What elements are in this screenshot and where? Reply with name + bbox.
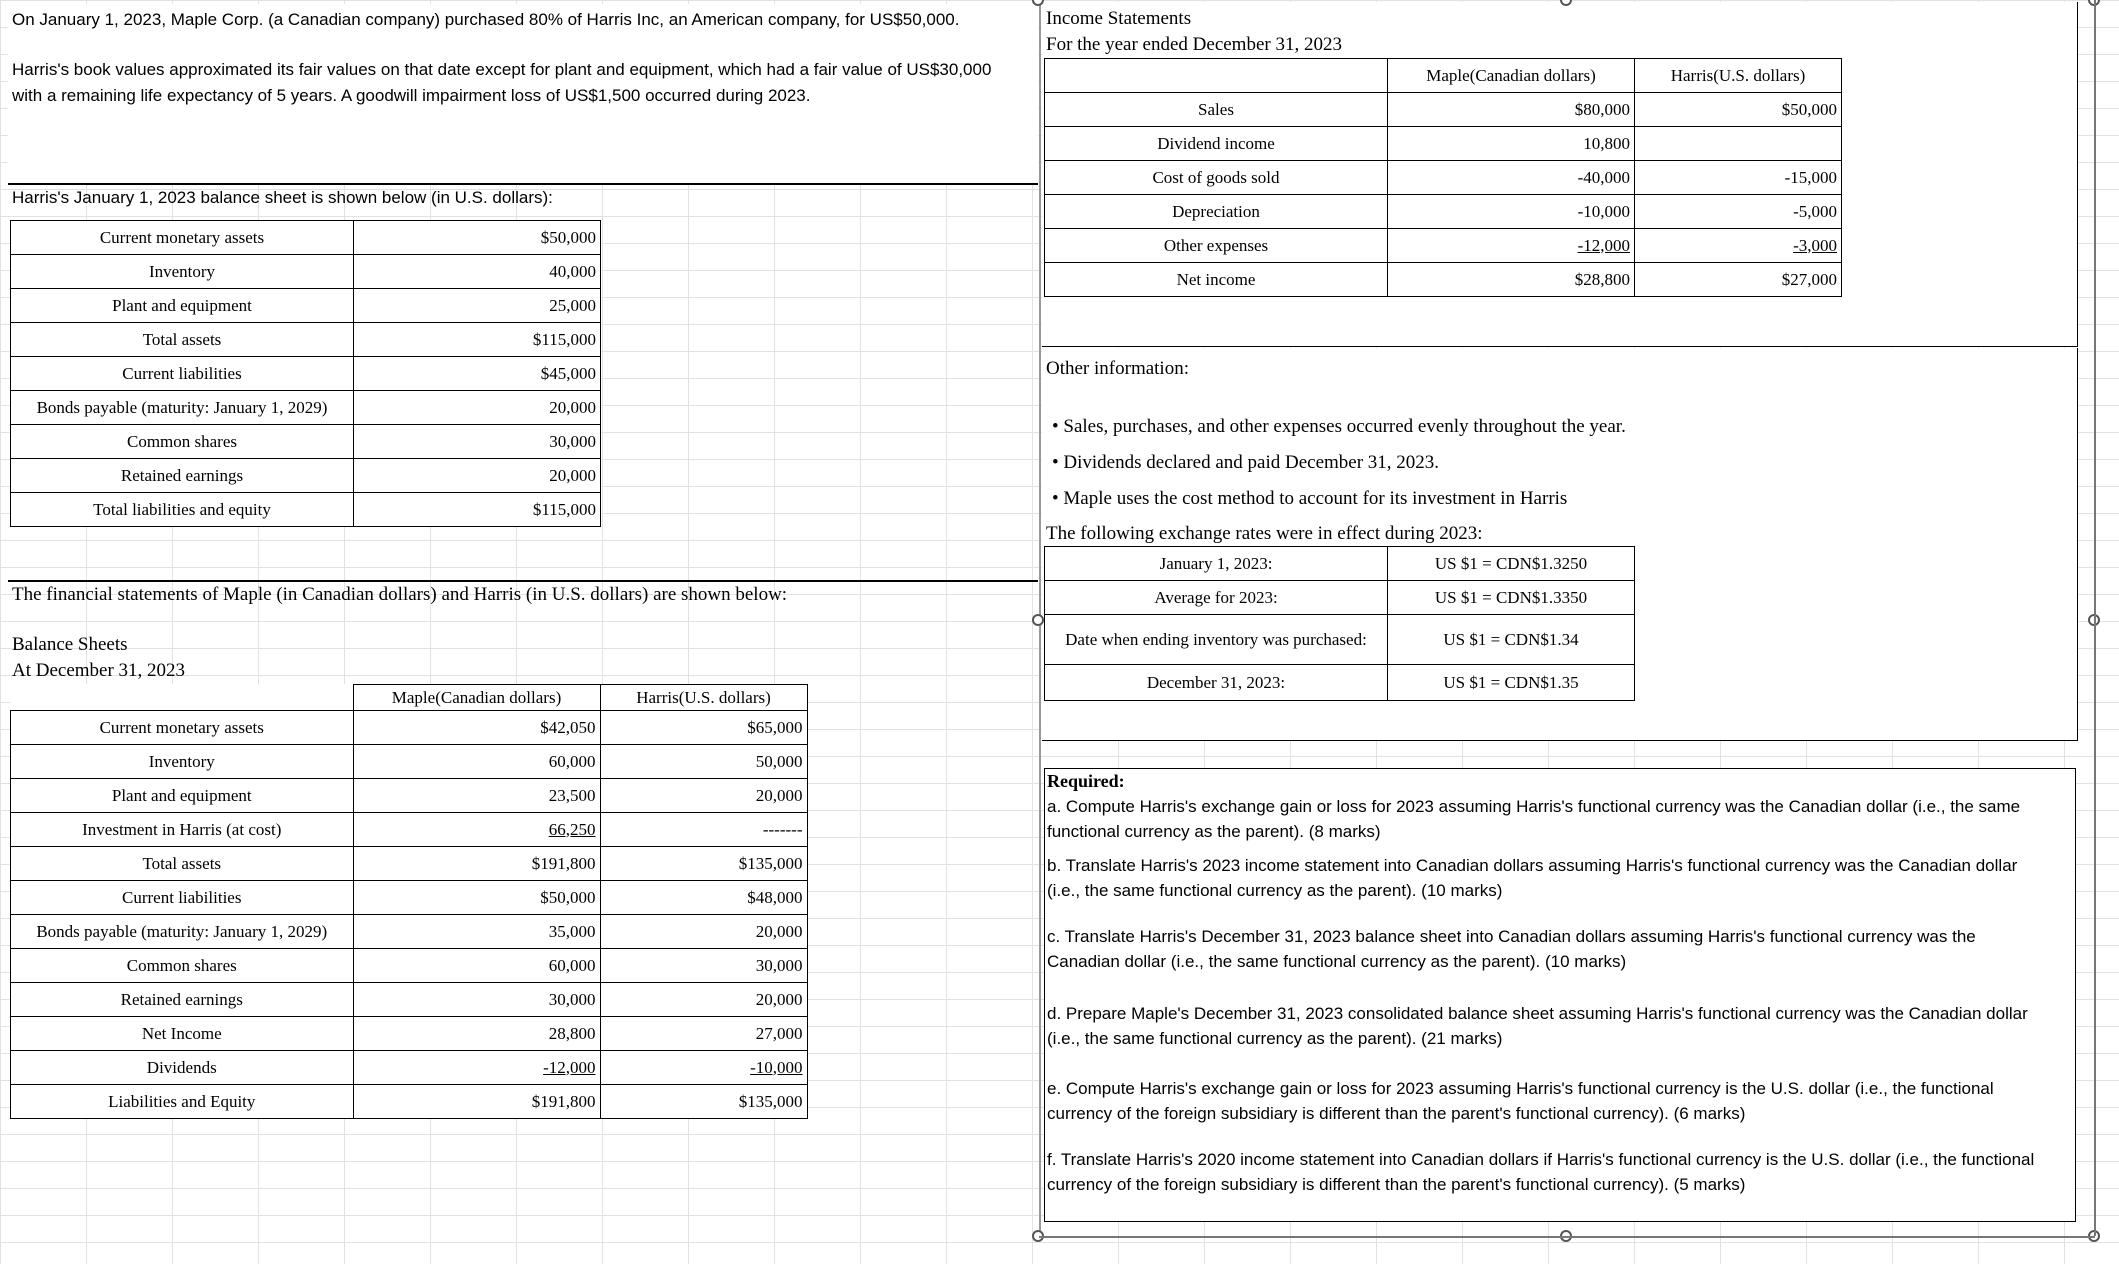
harris-value: -3,000 xyxy=(1635,229,1842,263)
table-row xyxy=(11,983,808,1017)
row-label: Common shares xyxy=(11,425,354,459)
intro-line-2: Harris's book values approximated its fair values on that date except for plant and equipment, which had a fair value of US$30,000 xyxy=(12,60,992,79)
table-row xyxy=(11,425,601,459)
exchange-rates-table xyxy=(1044,546,1635,701)
rate-label: Date when ending inventory was purchased: xyxy=(1045,615,1388,665)
maple-value: $191,800 xyxy=(353,847,600,881)
row-label: Plant and equipment xyxy=(11,289,354,323)
table-row xyxy=(11,1051,808,1085)
fs-caption: The financial statements of Maple (in Canadian dollars) and Harris (in U.S. dollars) are shown below: xyxy=(12,584,788,605)
harris-value: $50,000 xyxy=(1635,93,1842,127)
rate-value: US $1 = CDN$1.3250 xyxy=(1388,547,1635,581)
selection-bottom-border xyxy=(1039,1236,2095,1238)
dec-balance-subtitle: At December 31, 2023 xyxy=(12,660,186,681)
table-row xyxy=(11,881,808,915)
row-value: 25,000 xyxy=(354,289,601,323)
req-a-line-1: a. Compute Harris's exchange gain or loss for 2023 assuming Harris's functional currency was the Canadian dollar (i.e., the same xyxy=(1047,797,2021,816)
row-label: Other expenses xyxy=(1045,229,1388,263)
req-d-line-2: (i.e., the same functional currency as the parent). (21 marks) xyxy=(1047,1029,1503,1048)
maple-value: $50,000 xyxy=(353,881,600,915)
harris-value: 20,000 xyxy=(600,983,807,1017)
req-c-line-1: c. Translate Harris's December 31, 2023 balance sheet into Canadian dollars assuming Harris's functional currency was the xyxy=(1047,927,1976,946)
table-row xyxy=(1045,229,1842,263)
rate-label: Average for 2023: xyxy=(1045,581,1388,615)
income-col-maple: Maple(Canadian dollars) xyxy=(1388,59,1635,93)
dec-balance-title: Balance Sheets xyxy=(12,634,128,655)
maple-value: 30,000 xyxy=(353,983,600,1017)
bullet-2: • Dividends declared and paid December 31, 2023. xyxy=(1052,452,1440,473)
row-label: Current liabilities xyxy=(11,357,354,391)
table-row xyxy=(11,357,601,391)
row-label: Total assets xyxy=(11,323,354,357)
row-label: Dividend income xyxy=(1045,127,1388,161)
income-col-harris: Harris(U.S. dollars) xyxy=(1635,59,1842,93)
table-row xyxy=(11,847,808,881)
table-row xyxy=(11,779,808,813)
table-row xyxy=(1045,195,1842,229)
dec-col-maple: Maple(Canadian dollars) xyxy=(353,685,600,711)
table-row xyxy=(11,323,601,357)
jan-balance-caption: Harris's January 1, 2023 balance sheet is shown below (in U.S. dollars): xyxy=(12,188,553,207)
req-d-line-1: d. Prepare Maple's December 31, 2023 consolidated balance sheet assuming Harris's functional currency was the Canadian dollar xyxy=(1047,1004,2028,1023)
maple-value: 10,800 xyxy=(1388,127,1635,161)
harris-value: $27,000 xyxy=(1635,263,1842,297)
harris-value: 27,000 xyxy=(600,1017,807,1051)
req-a-line-2: functional currency as the parent). (8 marks) xyxy=(1047,822,1381,841)
req-c-line-2: Canadian dollar (i.e., the same functional currency as the parent). (10 marks) xyxy=(1047,952,1627,971)
harris-value: -10,000 xyxy=(600,1051,807,1085)
income-corner xyxy=(1045,59,1388,93)
required-panel[interactable] xyxy=(1044,768,2076,1222)
rate-value: US $1 = CDN$1.35 xyxy=(1388,665,1635,701)
table-row xyxy=(11,949,808,983)
intro-line-3: with a remaining life expectancy of 5 years. A goodwill impairment loss of US$1,500 occurred during 2023. xyxy=(12,86,811,105)
income-subtitle: For the year ended December 31, 2023 xyxy=(1046,34,1342,55)
row-label: Dividends xyxy=(11,1051,354,1085)
row-value: 20,000 xyxy=(354,391,601,425)
req-b-line-2: (i.e., the same functional currency as the parent). (10 marks) xyxy=(1047,881,1503,900)
harris-value: $135,000 xyxy=(600,847,807,881)
maple-value: 28,800 xyxy=(353,1017,600,1051)
maple-value: -10,000 xyxy=(1388,195,1635,229)
table-row xyxy=(1045,127,1842,161)
row-label: Bonds payable (maturity: January 1, 2029) xyxy=(11,915,354,949)
maple-value: 66,250 xyxy=(353,813,600,847)
maple-value: 60,000 xyxy=(353,745,600,779)
resize-handle-mid-left[interactable] xyxy=(1032,614,1044,626)
harris-value: -5,000 xyxy=(1635,195,1842,229)
table-row xyxy=(1045,263,1842,297)
table-row xyxy=(11,1017,808,1051)
income-title: Income Statements xyxy=(1046,8,1192,29)
table-row xyxy=(11,711,808,745)
maple-value: -12,000 xyxy=(1388,229,1635,263)
maple-value: -40,000 xyxy=(1388,161,1635,195)
table-row xyxy=(11,391,601,425)
divider-1 xyxy=(8,183,1038,185)
dec-col-harris: Harris(U.S. dollars) xyxy=(600,685,807,711)
row-value: $115,000 xyxy=(354,323,601,357)
row-label: Cost of goods sold xyxy=(1045,161,1388,195)
row-label: Retained earnings xyxy=(11,459,354,493)
maple-value: $42,050 xyxy=(353,711,600,745)
maple-value: 23,500 xyxy=(353,779,600,813)
other-info-title: Other information: xyxy=(1046,358,1189,379)
table-row xyxy=(11,493,601,527)
dec-balance-corner xyxy=(11,685,354,711)
req-b-line-1: b. Translate Harris's 2023 income statement into Canadian dollars assuming Harris's functional currency was the Canadian dollar xyxy=(1047,856,2018,875)
row-label: Total liabilities and equity xyxy=(11,493,354,527)
bullet-3: • Maple uses the cost method to account for its investment in Harris xyxy=(1052,488,1568,509)
row-value: $45,000 xyxy=(354,357,601,391)
harris-value: 20,000 xyxy=(600,915,807,949)
table-row xyxy=(11,745,808,779)
req-f-line-2: currency of the foreign subsidiary is different than the parent's functional currency). (5 marks) xyxy=(1047,1175,1746,1194)
row-value: 40,000 xyxy=(354,255,601,289)
maple-value: $80,000 xyxy=(1388,93,1635,127)
rate-value: US $1 = CDN$1.3350 xyxy=(1388,581,1635,615)
harris-value: 20,000 xyxy=(600,779,807,813)
maple-value: 35,000 xyxy=(353,915,600,949)
row-value: $115,000 xyxy=(354,493,601,527)
row-label: Sales xyxy=(1045,93,1388,127)
harris-value: $48,000 xyxy=(600,881,807,915)
table-row xyxy=(11,459,601,493)
required-title: Required: xyxy=(1047,771,1125,791)
intro-line-1: On January 1, 2023, Maple Corp. (a Canadian company) purchased 80% of Harris Inc, an American company, for US$50,000. xyxy=(12,10,960,29)
harris-value: -15,000 xyxy=(1635,161,1842,195)
table-row xyxy=(1045,161,1842,195)
harris-value: ------- xyxy=(600,813,807,847)
row-label: Bonds payable (maturity: January 1, 2029) xyxy=(11,391,354,425)
row-value: 20,000 xyxy=(354,459,601,493)
row-label: Depreciation xyxy=(1045,195,1388,229)
row-label: Inventory xyxy=(11,255,354,289)
row-label: Current liabilities xyxy=(11,881,354,915)
table-row xyxy=(1045,93,1842,127)
rate-label: December 31, 2023: xyxy=(1045,665,1388,701)
harris-value: 50,000 xyxy=(600,745,807,779)
harris-value: 30,000 xyxy=(600,949,807,983)
jan-balance-table xyxy=(10,220,601,527)
table-row xyxy=(11,1085,808,1119)
row-value: $50,000 xyxy=(354,221,601,255)
income-table xyxy=(1044,58,1842,297)
bullet-1: • Sales, purchases, and other expenses occurred evenly throughout the year. xyxy=(1052,416,1626,437)
rate-value: US $1 = CDN$1.34 xyxy=(1388,615,1635,665)
harris-value: $65,000 xyxy=(600,711,807,745)
row-label: Plant and equipment xyxy=(11,779,354,813)
selection-right-border xyxy=(2094,0,2096,1236)
table-row xyxy=(11,813,808,847)
row-label: Current monetary assets xyxy=(11,711,354,745)
row-label: Total assets xyxy=(11,847,354,881)
table-row xyxy=(11,915,808,949)
req-e-line-2: currency of the foreign subsidiary is different than the parent's functional currency). (6 marks) xyxy=(1047,1104,1746,1123)
rates-caption: The following exchange rates were in effect during 2023: xyxy=(1046,523,1483,544)
row-label: Investment in Harris (at cost) xyxy=(11,813,354,847)
row-label: Current monetary assets xyxy=(11,221,354,255)
harris-value: $135,000 xyxy=(600,1085,807,1119)
row-label: Common shares xyxy=(11,949,354,983)
intro-textbox[interactable] xyxy=(8,4,1038,184)
table-row xyxy=(11,221,601,255)
req-f-line-1: f. Translate Harris's 2020 income statement into Canadian dollars if Harris's functional currency is the U.S. dollar (i.e., the functional xyxy=(1047,1150,2035,1169)
maple-value: -12,000 xyxy=(353,1051,600,1085)
table-row xyxy=(11,289,601,323)
row-label: Net Income xyxy=(11,1017,354,1051)
table-row xyxy=(11,255,601,289)
divider-2 xyxy=(8,580,1038,582)
row-value: 30,000 xyxy=(354,425,601,459)
maple-value: 60,000 xyxy=(353,949,600,983)
req-e-line-1: e. Compute Harris's exchange gain or loss for 2023 assuming Harris's functional currency is the U.S. dollar (i.e., the functional xyxy=(1047,1079,1994,1098)
maple-value: $28,800 xyxy=(1388,263,1635,297)
row-label: Inventory xyxy=(11,745,354,779)
rate-label: January 1, 2023: xyxy=(1045,547,1388,581)
maple-value: $191,800 xyxy=(353,1085,600,1119)
row-label: Retained earnings xyxy=(11,983,354,1017)
row-label: Liabilities and Equity xyxy=(11,1085,354,1119)
harris-value xyxy=(1635,127,1842,161)
row-label: Net income xyxy=(1045,263,1388,297)
dec-balance-table xyxy=(10,684,808,1119)
